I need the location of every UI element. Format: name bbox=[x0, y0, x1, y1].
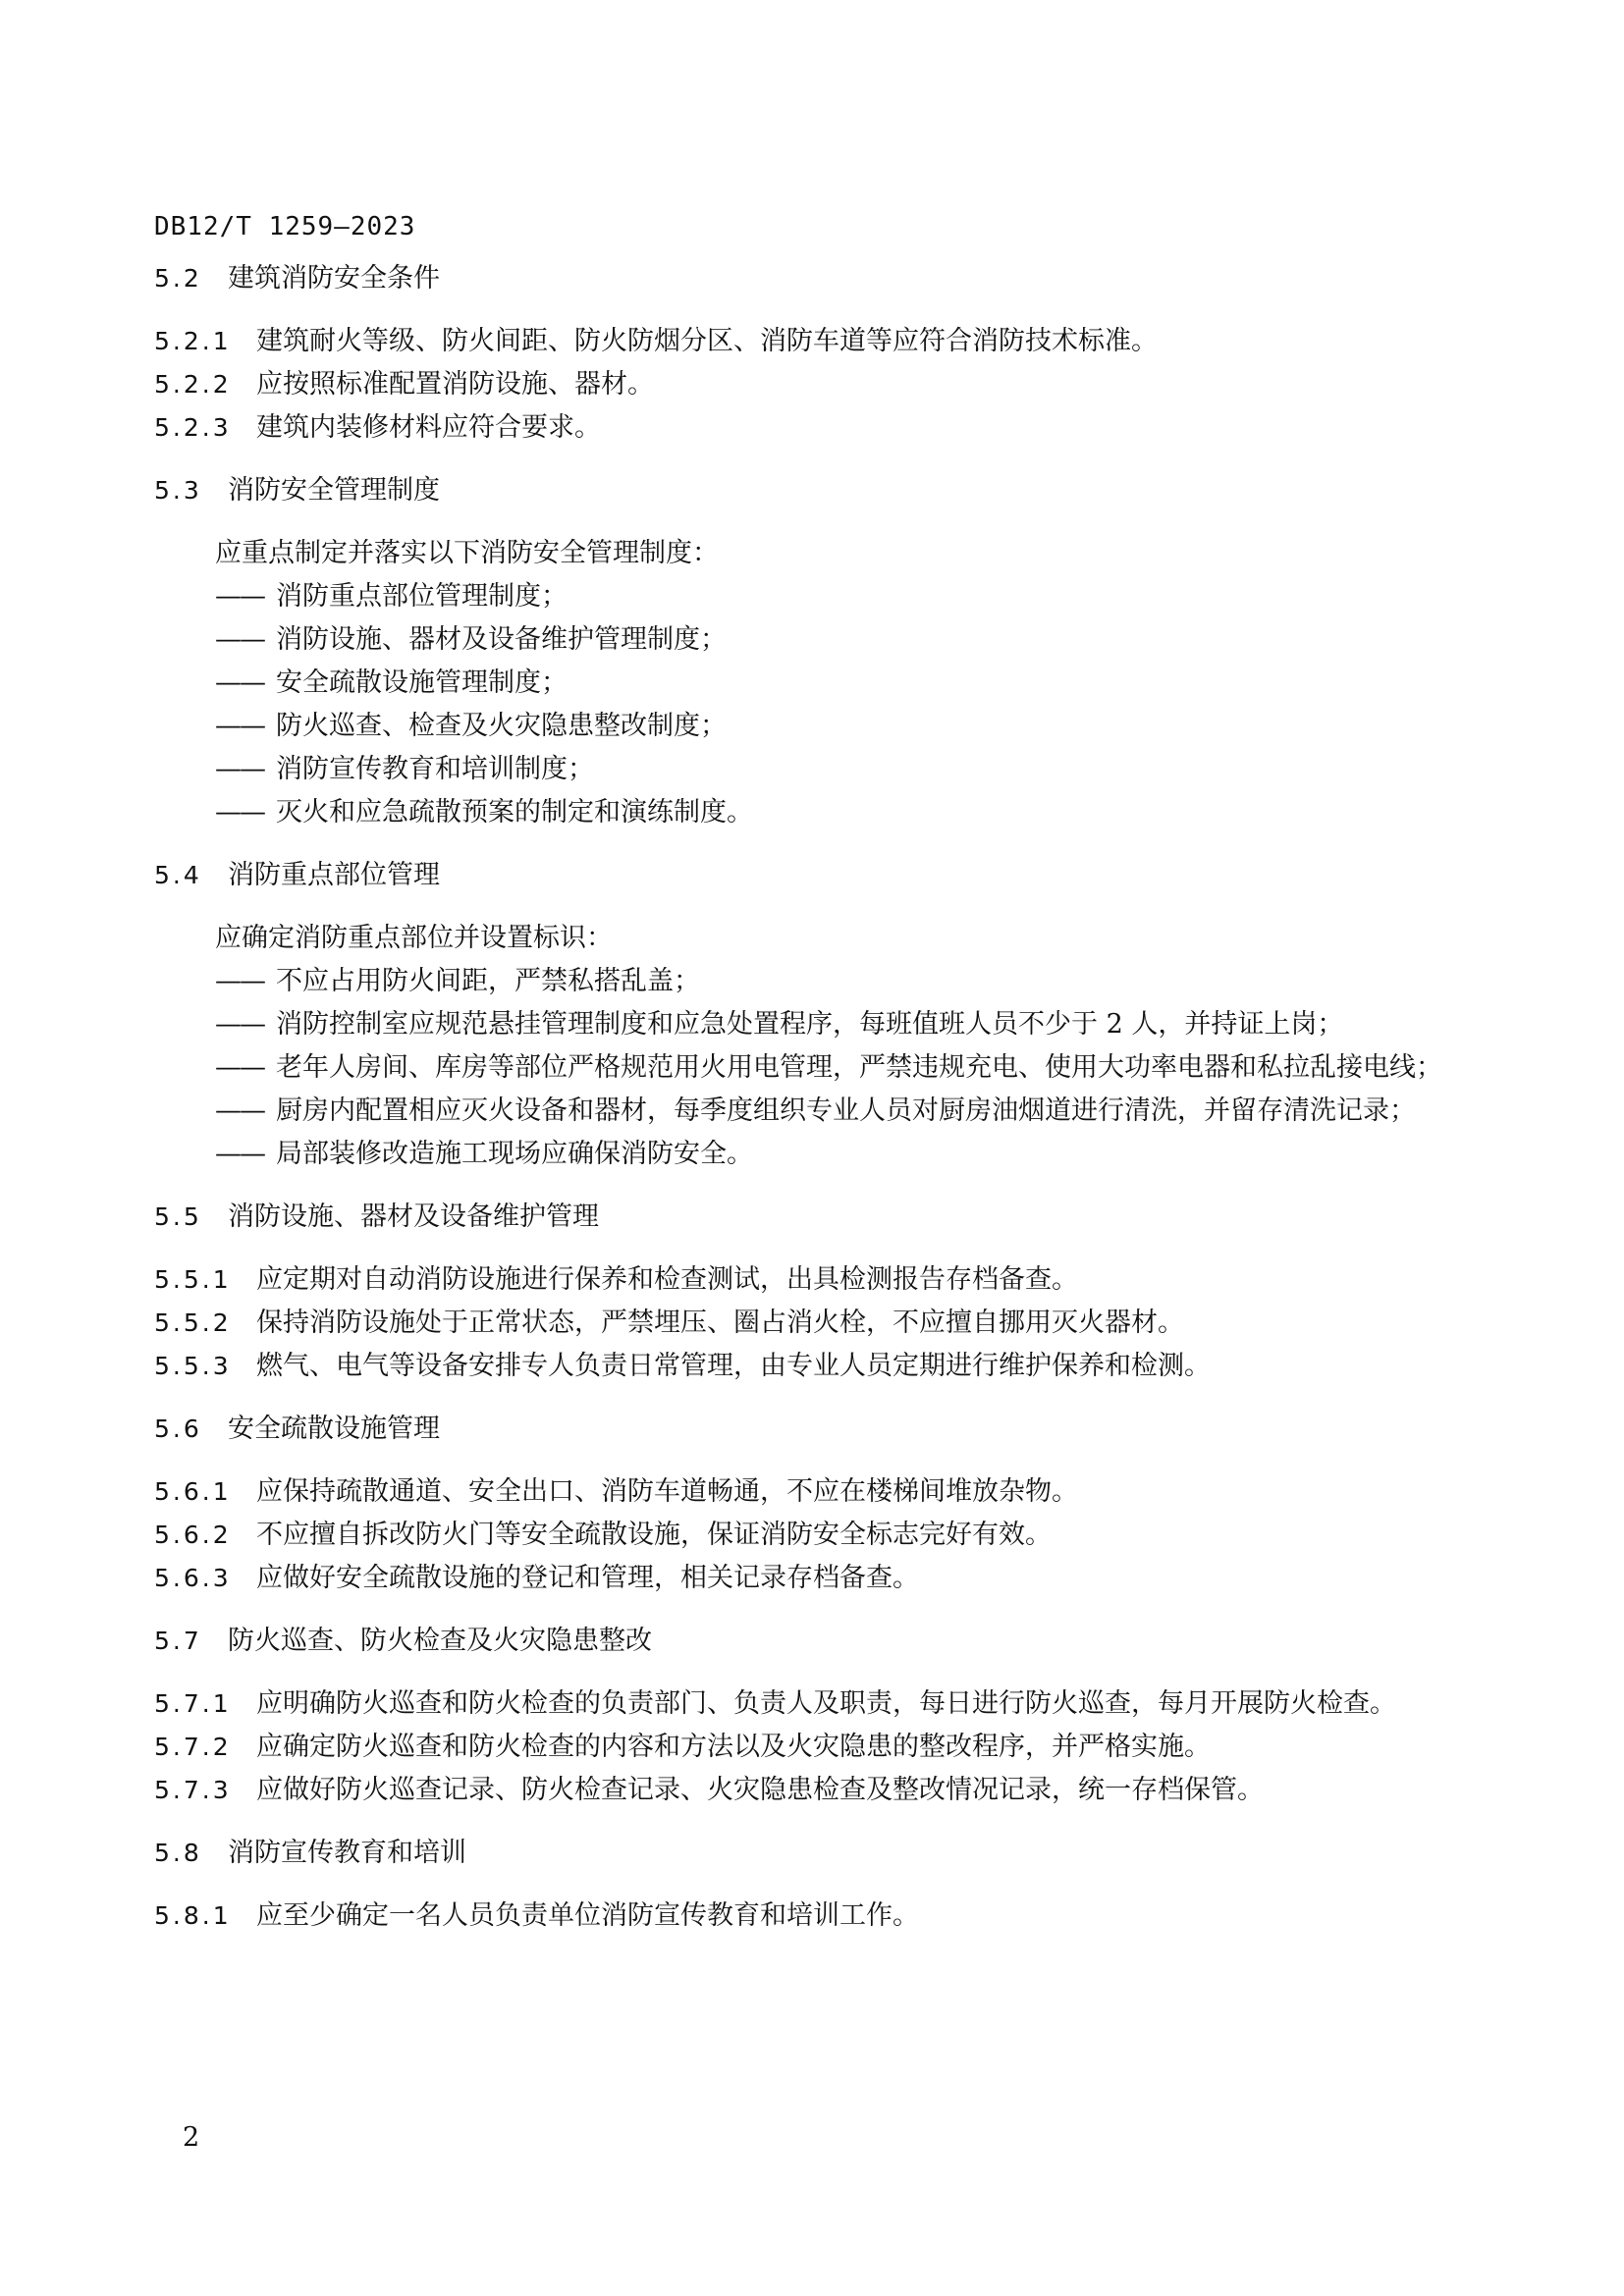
section-number: 5.2 bbox=[154, 264, 202, 293]
clause-number: 5.2.1 bbox=[154, 327, 232, 355]
section-heading bbox=[154, 1196, 1470, 1239]
clause-text: 应明确防火巡查和防火检查的负责部门、负责人及职责，每日进行防火巡查，每月开展防火检查。 bbox=[256, 1688, 1396, 1719]
clause bbox=[154, 1769, 1470, 1812]
clause bbox=[154, 1302, 1470, 1345]
clause bbox=[154, 1726, 1470, 1769]
list-dash: —— bbox=[215, 711, 264, 741]
list-item-text: 消防控制室应规范悬挂管理制度和应急处置程序，每班值班人员不少于 2 人，并持证上岗； bbox=[276, 1009, 1344, 1040]
clause-number: 5.7.3 bbox=[154, 1776, 232, 1804]
section-heading bbox=[154, 257, 1470, 300]
section-title: 消防重点部位管理 bbox=[228, 860, 440, 890]
list-item-text: 不应占用防火间距，严禁私搭乱盖； bbox=[276, 966, 700, 996]
section-number: 5.7 bbox=[154, 1627, 202, 1655]
section-title: 消防设施、器材及设备维护管理 bbox=[228, 1201, 599, 1232]
list-item bbox=[154, 662, 1470, 705]
list-item-text: 灭火和应急疏散预案的制定和演练制度。 bbox=[276, 797, 753, 828]
clause-text: 应定期对自动消防设施进行保养和检查测试，出具检测报告存档备查。 bbox=[256, 1264, 1078, 1295]
clause-number: 5.5.1 bbox=[154, 1265, 232, 1294]
clause-number: 5.6.2 bbox=[154, 1521, 232, 1549]
clause-text: 应按照标准配置消防设施、器材。 bbox=[256, 369, 654, 400]
list-item bbox=[154, 618, 1470, 662]
section-intro: 应重点制定并落实以下消防安全管理制度： bbox=[215, 538, 719, 568]
standard-code: DB12/T 1259—2023 bbox=[154, 212, 416, 241]
section-heading bbox=[154, 1408, 1470, 1451]
clause-number: 5.8.1 bbox=[154, 1901, 232, 1930]
clause-number: 5.5.2 bbox=[154, 1308, 232, 1337]
section-title: 消防宣传教育和培训 bbox=[228, 1838, 466, 1868]
list-dash: —— bbox=[215, 1139, 264, 1169]
clause bbox=[154, 1258, 1470, 1302]
clause-number: 5.6.1 bbox=[154, 1477, 232, 1506]
clause-text: 不应擅自拆改防火门等安全疏散设施，保证消防安全标志完好有效。 bbox=[256, 1520, 1052, 1550]
list-item-text: 消防宣传教育和培训制度； bbox=[276, 754, 594, 784]
list-item bbox=[154, 1133, 1470, 1176]
list-dash: —— bbox=[215, 667, 264, 698]
page-number: 2 bbox=[183, 2122, 200, 2153]
list-item bbox=[154, 960, 1470, 1003]
clause bbox=[154, 1682, 1470, 1726]
list-dash: —— bbox=[215, 966, 264, 996]
clause bbox=[154, 320, 1470, 363]
list-item bbox=[154, 791, 1470, 834]
list-dash: —— bbox=[215, 797, 264, 828]
section-number: 5.8 bbox=[154, 1839, 202, 1867]
clause-number: 5.7.1 bbox=[154, 1689, 232, 1718]
list-item bbox=[154, 748, 1470, 791]
section-heading bbox=[154, 469, 1470, 512]
list-item-text: 安全疏散设施管理制度； bbox=[276, 667, 568, 698]
section-title: 建筑消防安全条件 bbox=[228, 263, 440, 294]
clause bbox=[154, 363, 1470, 406]
list-item-text: 局部装修改造施工现场应确保消防安全。 bbox=[276, 1139, 753, 1169]
clause-text: 应做好防火巡查记录、防火检查记录、火灾隐患检查及整改情况记录，统一存档保管。 bbox=[256, 1775, 1264, 1805]
list-item-text: 厨房内配置相应灭火设备和器材，每季度组织专业人员对厨房油烟道进行清洗，并留存清洗记录； bbox=[276, 1095, 1416, 1126]
section-number: 5.4 bbox=[154, 861, 202, 889]
section-number: 5.6 bbox=[154, 1415, 202, 1443]
list-dash: —— bbox=[215, 1009, 264, 1040]
clause-text: 建筑耐火等级、防火间距、防火防烟分区、消防车道等应符合消防技术标准。 bbox=[256, 326, 1158, 356]
section-heading bbox=[154, 1832, 1470, 1875]
clause-number: 5.5.3 bbox=[154, 1352, 232, 1380]
clause-number: 5.6.3 bbox=[154, 1564, 232, 1592]
clause bbox=[154, 1514, 1470, 1557]
clause-text: 保持消防设施处于正常状态，严禁埋压、圈占消火栓，不应擅自挪用灭火器材。 bbox=[256, 1308, 1184, 1338]
list-dash: —— bbox=[215, 1052, 264, 1083]
section-title: 防火巡查、防火检查及火灾隐患整改 bbox=[228, 1626, 652, 1656]
section-number: 5.5 bbox=[154, 1202, 202, 1231]
list-item-text: 消防设施、器材及设备维护管理制度； bbox=[276, 624, 727, 655]
clause bbox=[154, 406, 1470, 450]
clause-text: 应确定防火巡查和防火检查的内容和方法以及火灾隐患的整改程序，并严格实施。 bbox=[256, 1732, 1211, 1762]
list-item bbox=[154, 705, 1470, 748]
clause-number: 5.7.2 bbox=[154, 1733, 232, 1761]
clause bbox=[154, 1557, 1470, 1600]
clause bbox=[154, 1895, 1470, 1938]
clause-text: 建筑内装修材料应符合要求。 bbox=[256, 412, 601, 443]
list-item bbox=[154, 575, 1470, 618]
list-item bbox=[154, 1003, 1470, 1046]
clause bbox=[154, 1345, 1470, 1388]
section-title: 安全疏散设施管理 bbox=[228, 1414, 440, 1444]
section-intro: 应确定消防重点部位并设置标识： bbox=[215, 923, 613, 953]
clause-text: 应做好安全疏散设施的登记和管理，相关记录存档备查。 bbox=[256, 1563, 919, 1593]
document-body bbox=[154, 257, 1470, 1938]
clause-text: 应保持疏散通道、安全出口、消防车道畅通，不应在楼梯间堆放杂物。 bbox=[256, 1476, 1078, 1507]
list-dash: —— bbox=[215, 1095, 264, 1126]
list-item bbox=[154, 1046, 1470, 1090]
section-title: 消防安全管理制度 bbox=[228, 475, 440, 506]
clause-number: 5.2.3 bbox=[154, 413, 232, 442]
clause-number: 5.2.2 bbox=[154, 370, 232, 399]
list-dash: —— bbox=[215, 624, 264, 655]
clause-text: 应至少确定一名人员负责单位消防宣传教育和培训工作。 bbox=[256, 1900, 919, 1931]
list-item-text: 消防重点部位管理制度； bbox=[276, 581, 568, 612]
list-dash: —— bbox=[215, 754, 264, 784]
section-number: 5.3 bbox=[154, 476, 202, 505]
section-heading bbox=[154, 854, 1470, 897]
list-dash: —— bbox=[215, 581, 264, 612]
section-heading bbox=[154, 1620, 1470, 1663]
list-item-text: 老年人房间、库房等部位严格规范用火用电管理，严禁违规充电、使用大功率电器和私拉乱接电线； bbox=[276, 1052, 1442, 1083]
list-item bbox=[154, 1090, 1470, 1133]
clause-text: 燃气、电气等设备安排专人负责日常管理，由专业人员定期进行维护保养和检测。 bbox=[256, 1351, 1211, 1381]
list-item-text: 防火巡查、检查及火灾隐患整改制度； bbox=[276, 711, 727, 741]
clause bbox=[154, 1470, 1470, 1514]
